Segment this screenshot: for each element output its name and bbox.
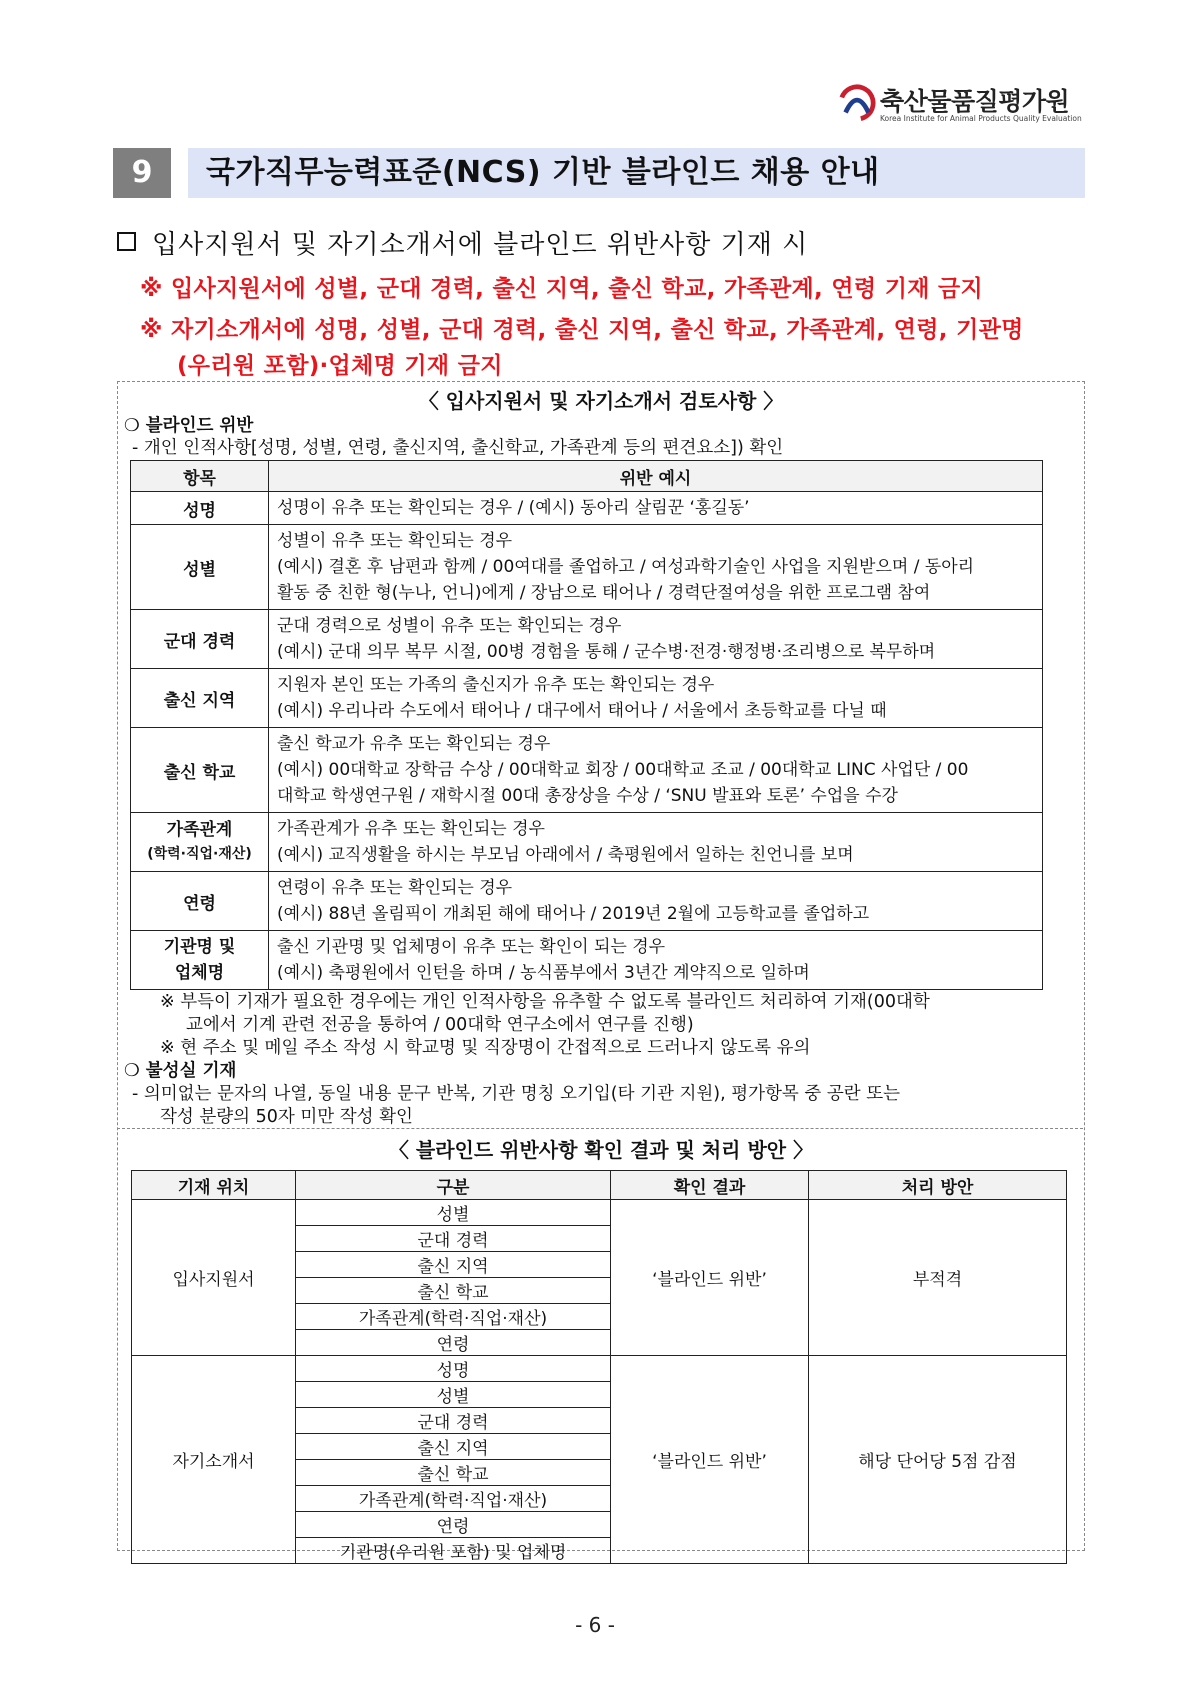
table-row [132,1356,1067,1382]
result-title: 〈 블라인드 위반사항 확인 결과 및 처리 방안 〉 [388,1138,814,1162]
review-box-divider [117,1128,1083,1129]
table-header-row [132,1171,1067,1200]
col-header-example: 위반 예시 [269,461,1043,492]
location-cell: 입사지원서 [132,1200,296,1356]
table-row [131,492,1043,525]
row-label: 가족관계 (학력·직업·재산) [131,813,269,872]
blind-heading: ❍ 블라인드 위반 [124,416,254,436]
row-label: 출신 학교 [131,728,269,813]
row-label: 군대 경력 [131,610,269,669]
row-desc: 연령이 유추 또는 확인되는 경우 (예시) 88년 올림픽이 개최된 해에 태어나 / 2019년 2월에 고등학교를 졸업하고 [269,872,1043,931]
org-logo [838,80,1088,130]
red-note-1: ※ 입사지원서에 성별, 군대 경력, 출신 지역, 출신 학교, 가족관계, 연령 기재 금지 [140,276,984,302]
section-number: 9 [113,148,171,198]
row-desc: 지원자 본인 또는 가족의 출신지가 유추 또는 확인되는 경우 (예시) 우리나라 수도에서 태어나 / 대구에서 태어나 / 서울에서 초등학교를 다닐 때 [269,669,1043,728]
section-title-bar [188,148,1085,198]
table-row [131,872,1043,931]
table-row [131,931,1043,990]
col-header-item: 항목 [131,461,269,492]
row-label: 출신 지역 [131,669,269,728]
category-cell: 가족관계(학력·직업·재산) [296,1486,611,1512]
row-desc: 출신 학교가 유추 또는 확인되는 경우 (예시) 00대학교 장학금 수상 / 00대학교 회장 / 00대학교 조교 / 00대학교 LINC 사업단 / 00 대학교 학생연구원 / 재학시절 00대 총장상을 수상 / ‘SNU 발표와 토론’ 수업을 수강 [269,728,1043,813]
sub-heading [117,224,808,261]
insincere-desc-b: 작성 분량의 50자 미만 작성 확인 [160,1107,413,1127]
blind-desc: - 개인 인적사항[성명, 성별, 연령, 출신지역, 출신학교, 가족관계 등의 편견요소]) 확인 [132,438,784,458]
category-cell: 기관명(우리원 포함) 및 업체명 [296,1538,611,1564]
category-cell: 출신 학교 [296,1278,611,1304]
review-title: 〈 입사지원서 및 자기소개서 검토사항 〉 [418,389,784,413]
violation-examples-table [130,460,1043,990]
action-cell: 부적격 [809,1200,1067,1356]
org-name-en: Korea Institute for Animal Products Quality Evaluation [880,114,1082,123]
col-header-result: 확인 결과 [611,1171,809,1200]
section-title: 국가직무능력표준(NCS) 기반 블라인드 채용 안내 [206,155,880,190]
insincere-desc-a: - 의미없는 문자의 나열, 동일 내용 문구 반복, 기관 명칭 오기입(타 기관 지원), 평가항목 중 공란 또는 [132,1084,901,1104]
org-name: 축산물품질평가원 [880,87,1070,116]
square-bullet-icon [117,232,136,251]
category-cell: 연령 [296,1330,611,1356]
col-header-location: 기재 위치 [132,1171,296,1200]
row-desc: 출신 기관명 및 업체명이 유추 또는 확인이 되는 경우 (예시) 축평원에서 인턴을 하며 / 농식품부에서 3년간 계약직으로 일하며 [269,931,1043,990]
col-header-action: 처리 방안 [809,1171,1067,1200]
note-1a: ※ 부득이 기재가 필요한 경우에는 개인 인적사항을 유추할 수 없도록 블라인드 처리하여 기재(00대학 [160,992,930,1012]
note-2: ※ 현 주소 및 메일 주소 작성 시 학교명 및 직장명이 간접적으로 드러나지 않도록 유의 [160,1038,811,1058]
result-cell: ‘블라인드 위반’ [611,1356,809,1564]
sub-heading-text: 입사지원서 및 자기소개서에 블라인드 위반사항 기재 시 [152,230,809,260]
action-cell: 해당 단어당 5점 감점 [809,1356,1067,1564]
table-header-row [131,461,1043,492]
location-cell: 자기소개서 [132,1356,296,1564]
row-label: 기관명 및 업체명 [131,931,269,990]
result-cell: ‘블라인드 위반’ [611,1200,809,1356]
table-row [131,525,1043,610]
org-logo-icon [838,84,876,122]
result-table [131,1170,1067,1564]
insincere-heading: ❍ 불성실 기재 [124,1061,237,1081]
category-cell: 가족관계(학력·직업·재산) [296,1304,611,1330]
table-row [131,669,1043,728]
row-desc: 가족관계가 유추 또는 확인되는 경우 (예시) 교직생활을 하시는 부모님 아래에서 / 축평원에서 일하는 친언니를 보며 [269,813,1043,872]
page-number: - 6 - [575,1613,615,1637]
category-cell: 출신 지역 [296,1434,611,1460]
table-row [131,813,1043,872]
category-cell: 성명 [296,1356,611,1382]
col-header-category: 구분 [296,1171,611,1200]
row-desc: 성별이 유추 또는 확인되는 경우 (예시) 결혼 후 남편과 함께 / 00여대를 졸업하고 / 여성과학기술인 사업을 지원받으며 / 동아리 활동 중 친한 형(누나, 언니)에게 / 장남으로 태어나 / 경력단절여성을 위한 프로그램 참여 [269,525,1043,610]
red-note-2: ※ 자기소개서에 성명, 성별, 군대 경력, 출신 지역, 출신 학교, 가족관계, 연령, 기관명 [140,317,1024,343]
category-cell: 성별 [296,1200,611,1226]
row-label: 성별 [131,525,269,610]
category-cell: 성별 [296,1382,611,1408]
table-row [131,610,1043,669]
category-cell: 출신 학교 [296,1460,611,1486]
row-desc: 군대 경력으로 성별이 유추 또는 확인되는 경우 (예시) 군대 의무 복무 시절, 00병 경험을 통해 / 군수병·전경·행정병·조리병으로 복무하며 [269,610,1043,669]
note-1b: 교에서 기계 관련 전공을 통하여 / 00대학 연구소에서 연구를 진행) [186,1015,694,1035]
red-note-3: (우리원 포함)·업체명 기재 금지 [177,353,503,379]
category-cell: 군대 경력 [296,1226,611,1252]
table-row [131,728,1043,813]
category-cell: 군대 경력 [296,1408,611,1434]
row-label: 연령 [131,872,269,931]
row-label: 성명 [131,492,269,525]
row-desc: 성명이 유추 또는 확인되는 경우 / (예시) 동아리 살림꾼 ‘홍길동’ [269,492,1043,525]
table-row [132,1200,1067,1226]
category-cell: 출신 지역 [296,1252,611,1278]
category-cell: 연령 [296,1512,611,1538]
